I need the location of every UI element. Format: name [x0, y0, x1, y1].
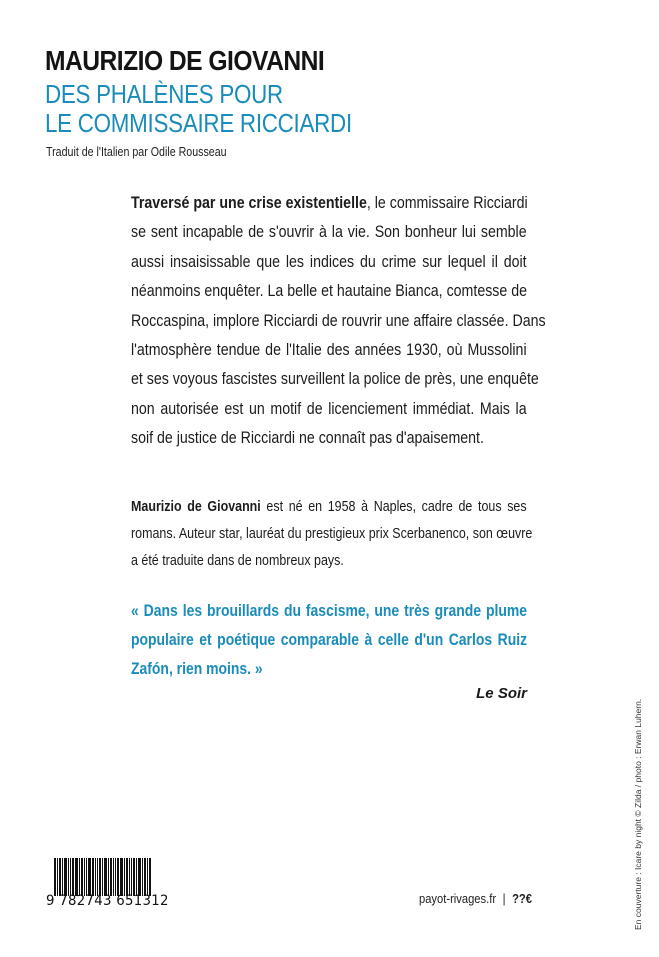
bio-line: romans. Auteur star, lauréat du prestigieux prix Scerbanenco, son œuvre [131, 526, 533, 542]
bio-lead: Maurizio de Giovanni [131, 499, 261, 515]
title-line-2: LE COMMISSAIRE RICCIARDI [45, 108, 352, 138]
quote-line: « Dans les brouillards du fascisme, une très grande plume [131, 601, 528, 620]
synopsis-lead: Traversé par une crise existentielle [131, 194, 367, 212]
bio-line: Maurizio de Giovanni est né en 1958 à Naples, cadre de tous ses [131, 499, 527, 515]
publisher-website: payot-rivages.fr [419, 891, 497, 906]
book-title [45, 80, 352, 138]
footer-separator: | [502, 891, 506, 906]
title-line-1: DES PHALÈNES POUR [45, 79, 283, 109]
synopsis-line: l'atmosphère tendue de l'Italie des années 1930, où Mussolini [131, 341, 527, 360]
synopsis-line: soif de justice de Ricciardi ne connaît pas d'apaisement. [131, 429, 484, 448]
synopsis-line: Traversé par une crise existentielle, le commissaire Ricciardi [131, 194, 528, 212]
synopsis [131, 189, 546, 454]
translator-credit: Traduit de l'Italien par Odile Rousseau [46, 144, 227, 159]
synopsis-line: néanmoins enquêter. La belle et hautaine Bianca, comtesse de [131, 282, 528, 301]
footer-publisher [419, 891, 532, 906]
isbn-number: 9 782743 651312 [46, 893, 169, 909]
price: ??€ [512, 891, 532, 906]
synopsis-line: et ses voyous fascistes surveillent la police de près, une enquête [131, 370, 539, 389]
author-name: MAURIZIO DE GIOVANNI [45, 45, 325, 76]
quote-source: Le Soir [476, 685, 527, 702]
quote-line: populaire et poétique comparable à celle d'un Carlos Ruiz [131, 630, 528, 649]
synopsis-line: Roccaspina, implore Ricciardi de rouvrir une affaire classée. Dans [131, 311, 546, 330]
press-quote [131, 596, 527, 683]
cover-credit: En couverture : Icare by night © Zilda / photo : Erwan Luhern. [633, 698, 643, 930]
bio-line: a été traduite dans de nombreux pays. [131, 553, 344, 569]
synopsis-line: aussi insaisissable que les indices du crime sur lequel il doit [131, 252, 527, 271]
barcode [54, 858, 162, 896]
quote-line: Zafón, rien moins. » [131, 659, 263, 678]
synopsis-line: non autorisée est un motif de licenciement immédiat. Mais la [131, 399, 527, 418]
author-bio [131, 494, 533, 575]
synopsis-line: se sent incapable de s'ouvrir à la vie. Son bonheur lui semble [131, 223, 527, 242]
